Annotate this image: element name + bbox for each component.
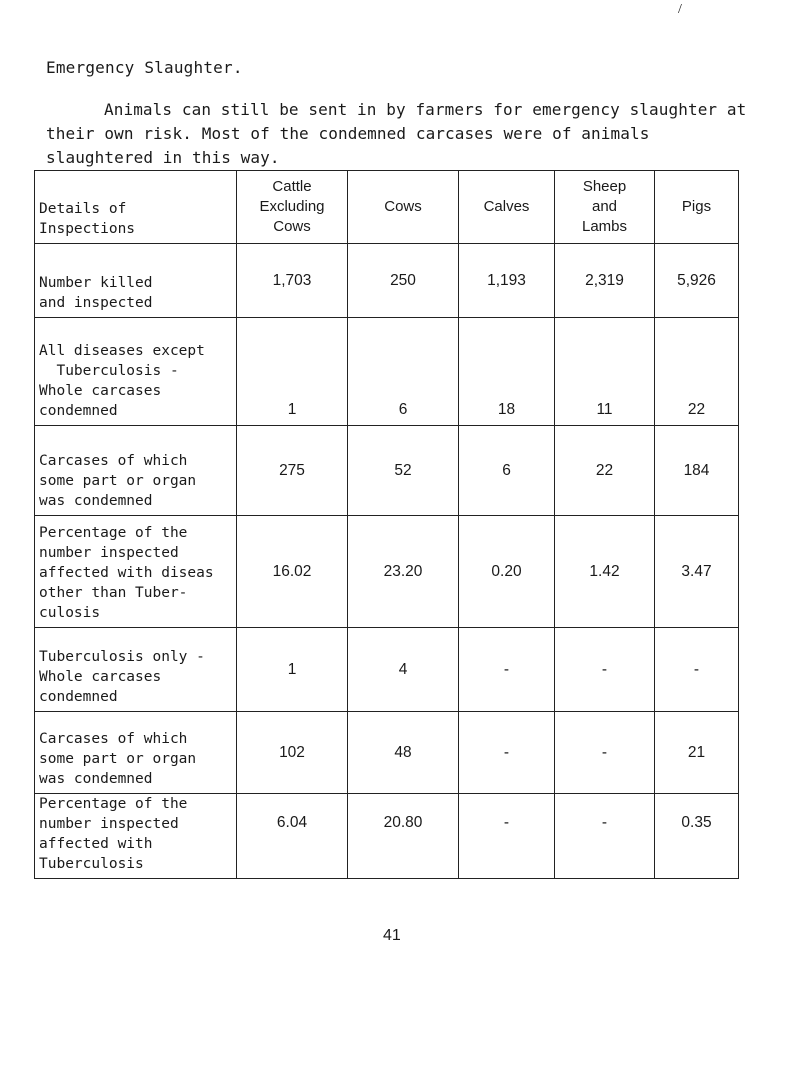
row-tb-percentage (35, 794, 739, 879)
cell-sheep: 2,319 (555, 244, 655, 318)
cell-cattle: 275 (237, 426, 348, 516)
cell-cows: 52 (348, 426, 459, 516)
cell-calves: - (459, 794, 555, 879)
cell-pigs: 0.35 (655, 794, 739, 879)
cell-cows: 20.80 (348, 794, 459, 879)
row-number-killed (35, 244, 739, 318)
row-label: Number killed and inspected (35, 244, 237, 318)
cell-sheep: 11 (555, 318, 655, 426)
cell-cattle: 6.04 (237, 794, 348, 879)
cell-pigs: 21 (655, 712, 739, 794)
cell-cows: 23.20 (348, 516, 459, 628)
header-details: Details of Inspections (35, 171, 237, 244)
cell-calves: 6 (459, 426, 555, 516)
cell-sheep: - (555, 794, 655, 879)
row-label: All diseases except Tuberculosis - Whole carcases condemned (35, 318, 237, 426)
cell-calves: - (459, 628, 555, 712)
cell-cattle: 16.02 (237, 516, 348, 628)
row-all-diseases-percentage (35, 516, 739, 628)
cell-cows: 48 (348, 712, 459, 794)
cell-pigs: 184 (655, 426, 739, 516)
intro-paragraph: Animals can still be sent in by farmers for emergency slaughter at their own risk. Most of the condemned carcases were of animals slaughtered in this way. (46, 100, 747, 167)
row-label: Percentage of the number inspected affected with diseas other than Tuber- culosis (35, 516, 237, 628)
cell-calves: 18 (459, 318, 555, 426)
cell-pigs: 22 (655, 318, 739, 426)
row-all-diseases-part (35, 426, 739, 516)
cell-sheep: - (555, 712, 655, 794)
cell-cattle: 102 (237, 712, 348, 794)
header-cows: Cows (348, 171, 459, 244)
cell-cattle: 1 (237, 628, 348, 712)
header-sheep: Sheep and Lambs (555, 171, 655, 244)
cell-calves: 1,193 (459, 244, 555, 318)
cell-cattle: 1 (237, 318, 348, 426)
cell-cattle: 1,703 (237, 244, 348, 318)
cell-pigs: 5,926 (655, 244, 739, 318)
row-all-diseases-whole (35, 318, 739, 426)
row-label: Carcases of which some part or organ was condemned (35, 426, 237, 516)
cell-cows: 4 (348, 628, 459, 712)
header-calves: Calves (459, 171, 555, 244)
row-tb-part (35, 712, 739, 794)
row-tb-whole (35, 628, 739, 712)
header-row (35, 171, 739, 244)
cell-cows: 6 (348, 318, 459, 426)
row-label: Tuberculosis only - Whole carcases condemned (35, 628, 237, 712)
header-cattle: Cattle Excluding Cows (237, 171, 348, 244)
cell-pigs: - (655, 628, 739, 712)
corner-mark: / (678, 2, 682, 17)
cell-cows: 250 (348, 244, 459, 318)
page-number: 41 (383, 927, 401, 944)
inspections-table (34, 170, 739, 879)
cell-calves: - (459, 712, 555, 794)
header-pigs: Pigs (655, 171, 739, 244)
cell-pigs: 3.47 (655, 516, 739, 628)
cell-sheep: - (555, 628, 655, 712)
cell-sheep: 1.42 (555, 516, 655, 628)
row-label: Carcases of which some part or organ was condemned (35, 712, 237, 794)
cell-sheep: 22 (555, 426, 655, 516)
section-heading: Emergency Slaughter. (46, 58, 243, 77)
row-label: Percentage of the number inspected affected with Tuberculosis (35, 794, 237, 879)
cell-calves: 0.20 (459, 516, 555, 628)
